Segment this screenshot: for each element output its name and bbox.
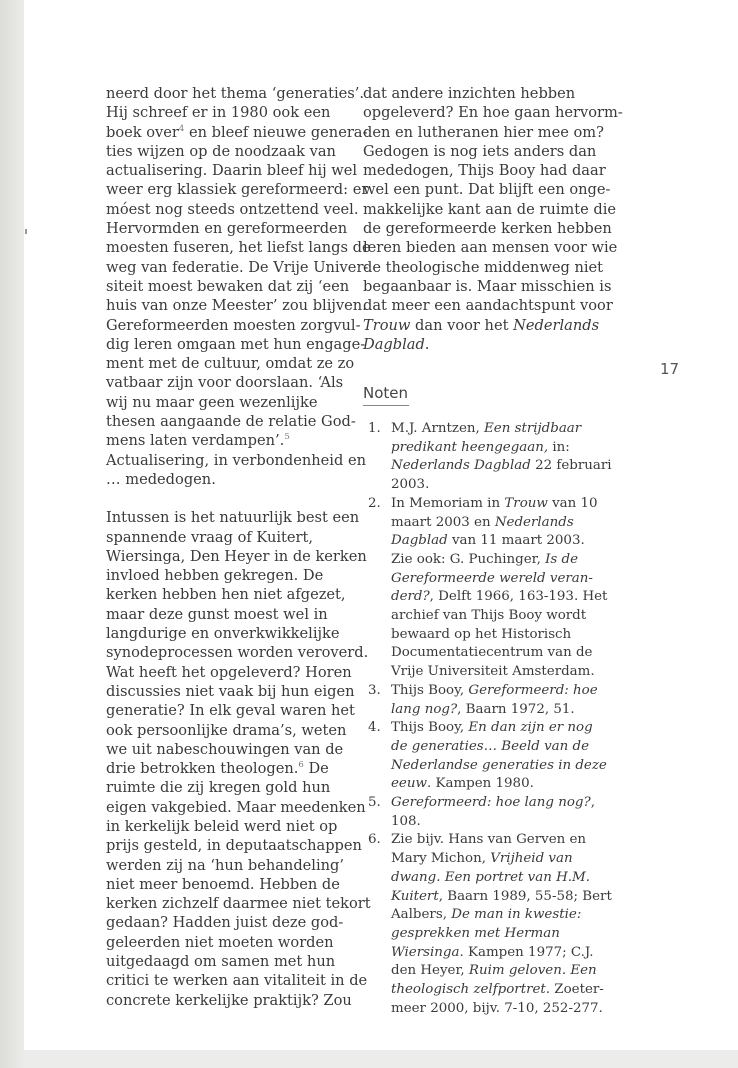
note-6 — [368, 831, 612, 1018]
text-line: ruimte die zij kregen gold hun — [106, 779, 331, 797]
text-line: Hervormden en gereformeerden — [106, 220, 348, 238]
text-line: de theologische middenweg niet — [363, 258, 604, 276]
text-line: de gereformeerde kerken hebben — [363, 220, 612, 238]
text-line — [106, 759, 351, 778]
text-fragment: , Baarn 1972, 51. — [457, 701, 575, 717]
text-line — [106, 123, 368, 142]
text-line: Intussen is het natuurlijk best een — [106, 509, 360, 527]
note-number: 2. — [368, 495, 381, 511]
text-fragment: maart 2003 en — [391, 514, 495, 530]
text-fragment-italic: Een strijdbaar — [484, 421, 582, 436]
text-line: opgeleverd? En hoe gaan hervorm- — [363, 104, 623, 122]
text-line: Actualisering, in verbondenheid en — [106, 451, 366, 469]
text-fragment: , — [590, 795, 595, 811]
text-fragment-italic: De man in kwestie: — [451, 907, 582, 923]
text-line: prijs gesteld, in deputaatschappen — [106, 837, 362, 855]
text-fragment: den Heyer, — [391, 963, 469, 979]
text-line: Wat heeft het opgeleverd? Horen — [106, 663, 352, 681]
text-line — [391, 682, 608, 701]
text-fragment-italic: dwang. Een portret van H.M. — [391, 869, 591, 885]
text-line: wel een punt. Dat blijft een onge- — [363, 181, 611, 199]
text-fragment-italic: Nederlands Dagblad — [391, 458, 531, 474]
text-line: actualisering. Daarin bleef hij wel — [106, 162, 358, 180]
text-line: Gereformeerden moesten zorgvul- — [106, 316, 361, 334]
text-line: moesten fuseren, het liefst langs de — [106, 239, 371, 257]
text-fragment: . Zoeter- — [545, 982, 604, 998]
text-fragment-italic: Dagblad. — [363, 335, 430, 353]
text-fragment-italic: Is de — [545, 551, 579, 567]
text-line — [363, 316, 613, 335]
text-line: maar deze gunst moest wel in — [106, 605, 328, 623]
text-line — [391, 981, 608, 1000]
text-fragment-italic: Trouw — [363, 316, 411, 334]
text-line: leren bieden aan mensen voor wie — [363, 239, 618, 257]
page-edge — [0, 0, 24, 1068]
text-fragment: mens laten verdampen’. — [106, 432, 285, 450]
footnote-ref[interactable]: 5 — [284, 432, 290, 443]
text-fragment-italic: de generaties… Beeld van de — [391, 738, 590, 754]
paragraph-2 — [106, 508, 371, 1010]
text-line — [391, 457, 612, 476]
text-fragment-italic: Dagblad — [391, 533, 448, 549]
text-line — [391, 588, 608, 607]
text-fragment-italic: derd? — [391, 589, 430, 605]
text-line — [391, 869, 608, 888]
page-number: 17 — [660, 360, 680, 378]
text-line: begaanbaar is. Maar misschien is — [363, 277, 612, 295]
text-line — [391, 420, 608, 439]
text-line: Zie bijv. Hans van Gerven en — [391, 832, 587, 848]
text-line: eigen vakgebied. Maar meedenken — [106, 798, 366, 816]
note-number: 4. — [368, 720, 381, 736]
text-fragment-italic: Nederlandse generaties in deze — [391, 757, 607, 773]
text-fragment: . Kampen 1980. — [426, 776, 534, 792]
page-bottom-edge — [24, 1050, 738, 1068]
text-line: langdurige en onverkwikkelijke — [106, 625, 340, 643]
text-line: concrete kerkelijke praktijk? Zou — [106, 991, 352, 1009]
text-line: uitgedaagd om samen met hun — [106, 953, 336, 971]
paragraph-gap — [106, 489, 351, 508]
text-fragment: , Delft 1966, 163-193. Het — [429, 589, 608, 605]
note-number: 3. — [368, 682, 381, 698]
text-line: vatbaar zijn voor doorslaan. ‘Als — [106, 374, 344, 392]
margin-mark — [25, 229, 27, 234]
text-line: synodeprocessen worden veroverd. — [106, 644, 369, 662]
text-fragment-italic: Nederlands — [513, 316, 600, 334]
text-line: thesen aangaande de relatie God- — [106, 413, 356, 431]
text-line: Vrije Universiteit Amsterdam. — [391, 664, 595, 680]
text-fragment-italic: Kuitert — [391, 888, 439, 904]
text-fragment: en bleef nieuwe genera- — [184, 123, 368, 141]
text-line: den en lutheranen hier mee om? — [363, 123, 604, 141]
text-line — [391, 850, 608, 869]
text-fragment: van 10 — [547, 495, 598, 511]
text-line: Documentatiecentrum van de — [391, 645, 593, 661]
text-line: Wiersinga, Den Heyer in de kerken — [106, 547, 367, 565]
text-line: Hij schreef er in 1980 ook een — [106, 104, 331, 122]
text-line: weg van federatie. De Vrije Univer- — [106, 258, 369, 276]
text-line: discussies niet vaak bij hun eigen — [106, 682, 355, 700]
note-number: 5. — [368, 795, 381, 811]
text-line — [391, 570, 608, 589]
text-line: kerken zichzelf daarmee niet tekort — [106, 895, 371, 913]
text-line: ook persoonlijke drama’s, weten — [106, 721, 347, 739]
text-fragment-italic: Wiersinga — [391, 944, 460, 960]
text-line — [391, 532, 608, 551]
text-fragment: boek over — [106, 123, 179, 141]
text-fragment: Thijs Booy, — [391, 720, 469, 736]
footnote-ref[interactable]: 4 — [178, 123, 185, 134]
text-line: 108. — [391, 813, 421, 829]
text-line: makkelijke kant aan de ruimte die — [363, 200, 617, 218]
text-fragment: De — [303, 760, 329, 778]
text-line: we uit nabeschouwingen van de — [106, 740, 344, 758]
left-column — [106, 84, 371, 1010]
text-fragment-italic: Nederlands — [494, 514, 574, 530]
right-column — [363, 84, 623, 354]
text-fragment: Aalbers, — [391, 907, 452, 923]
text-fragment-italic: Gereformeerde wereld veran- — [391, 570, 593, 586]
note-number: 1. — [368, 421, 381, 436]
note-1 — [368, 420, 612, 495]
text-line — [391, 719, 608, 738]
text-line: meer 2000, bijv. 7-10, 252-277. — [391, 1000, 603, 1016]
text-line — [391, 925, 608, 944]
text-fragment: Zie ook: G. Puchinger, — [391, 551, 546, 567]
note-5 — [368, 794, 608, 831]
text-line: dat andere inzichten hebben — [363, 85, 576, 102]
text-line: archief van Thijs Booy wordt — [391, 608, 587, 624]
text-fragment: in: — [548, 439, 570, 455]
text-line: kerken hebben hen niet afgezet, — [106, 586, 346, 604]
note-2 — [368, 495, 608, 682]
text-line — [391, 551, 608, 570]
text-line — [106, 431, 351, 450]
notes-heading: Noten — [363, 384, 409, 402]
text-line: generatie? In elk geval waren het — [106, 702, 355, 720]
text-line — [363, 335, 613, 354]
text-fragment: dan voor het — [410, 316, 514, 334]
text-fragment: 22 februari — [530, 458, 612, 474]
text-line: niet meer benoemd. Hebben de — [106, 875, 340, 893]
text-line: móest nog steeds ontzettend veel. — [106, 200, 359, 218]
text-line — [391, 794, 608, 813]
text-fragment: Thijs Booy, — [391, 682, 469, 698]
text-line: werden zij na ‘hun behandeling’ — [106, 856, 345, 874]
text-fragment-italic: Trouw — [504, 495, 548, 511]
text-fragment: . Kampen 1977; C.J. — [459, 944, 594, 960]
text-line — [391, 944, 608, 963]
text-line — [391, 495, 608, 514]
text-line: dig leren omgaan met hun engage- — [106, 335, 366, 353]
text-fragment-italic: eeuw — [391, 776, 427, 792]
note-number: 6. — [368, 832, 381, 848]
text-line — [391, 738, 608, 757]
text-line: geleerden niet moeten worden — [106, 933, 334, 951]
text-fragment: M.J. Arntzen, — [391, 421, 485, 436]
text-line: siteit moest bewaken dat zij ‘een — [106, 277, 350, 295]
text-line: 2003. — [391, 477, 430, 493]
text-line — [391, 514, 608, 533]
note-3 — [368, 682, 608, 719]
text-fragment: , Baarn 1989, 55-58; Bert — [438, 888, 612, 904]
text-fragment-italic: gesprekken met Herman — [391, 925, 560, 941]
text-fragment-italic: Gereformeerd: hoe — [468, 682, 598, 698]
text-line: in kerkelijk beleid werd niet op — [106, 817, 338, 835]
text-line — [391, 701, 608, 720]
text-line: critici te werken aan vitaliteit in de — [106, 972, 368, 990]
text-line — [391, 888, 612, 907]
text-line: neerd door het thema ‘generaties’. — [106, 85, 365, 102]
text-fragment: In Memoriam in — [391, 495, 505, 511]
text-line: weer erg klassiek gereformeerd: er — [106, 181, 369, 199]
text-line: dat meer een aandachtspunt voor — [363, 297, 613, 315]
paragraph-1 — [106, 84, 371, 489]
text-fragment: drie betrokken theologen. — [106, 760, 299, 778]
text-line: huis van onze Meester’ zou blijven. — [106, 297, 367, 315]
text-line: ment met de cultuur, omdat ze zo — [106, 355, 355, 373]
text-line: invloed hebben gekregen. De — [106, 567, 324, 585]
text-fragment: Mary Michon, — [391, 851, 491, 867]
text-line: mededogen, Thijs Booy had daar — [363, 162, 606, 180]
note-4 — [368, 719, 608, 794]
text-line — [391, 962, 608, 981]
text-line: … mededogen. — [106, 470, 216, 488]
text-fragment-italic: En dan zijn er nog — [468, 720, 593, 736]
text-fragment: van 11 maart 2003. — [447, 533, 585, 549]
text-line — [391, 775, 608, 794]
text-line: bewaard op het Historisch — [391, 626, 572, 642]
notes-heading-underline — [363, 405, 409, 406]
text-line: gedaan? Hadden juist deze god- — [106, 914, 344, 932]
text-fragment-italic: Ruim geloven. Een — [468, 963, 597, 979]
text-fragment-italic: Vrijheid van — [490, 851, 573, 867]
notes-list — [368, 420, 612, 1019]
text-line: Gedogen is nog iets anders dan — [363, 142, 597, 160]
text-fragment-italic: predikant heengegaan, — [391, 439, 549, 455]
text-fragment-italic: theologisch zelfportret — [391, 982, 546, 998]
text-fragment-italic: lang nog? — [391, 701, 458, 717]
text-line: wij nu maar geen wezenlijke — [106, 393, 318, 411]
footnote-ref[interactable]: 6 — [298, 760, 304, 771]
text-fragment-italic: Gereformeerd: hoe lang nog? — [391, 795, 591, 811]
text-line: spannende vraag of Kuitert, — [106, 528, 314, 546]
text-line: ties wijzen op de noodzaak van — [106, 142, 336, 160]
text-line — [391, 439, 608, 458]
text-line — [391, 757, 608, 776]
text-line — [391, 906, 608, 925]
